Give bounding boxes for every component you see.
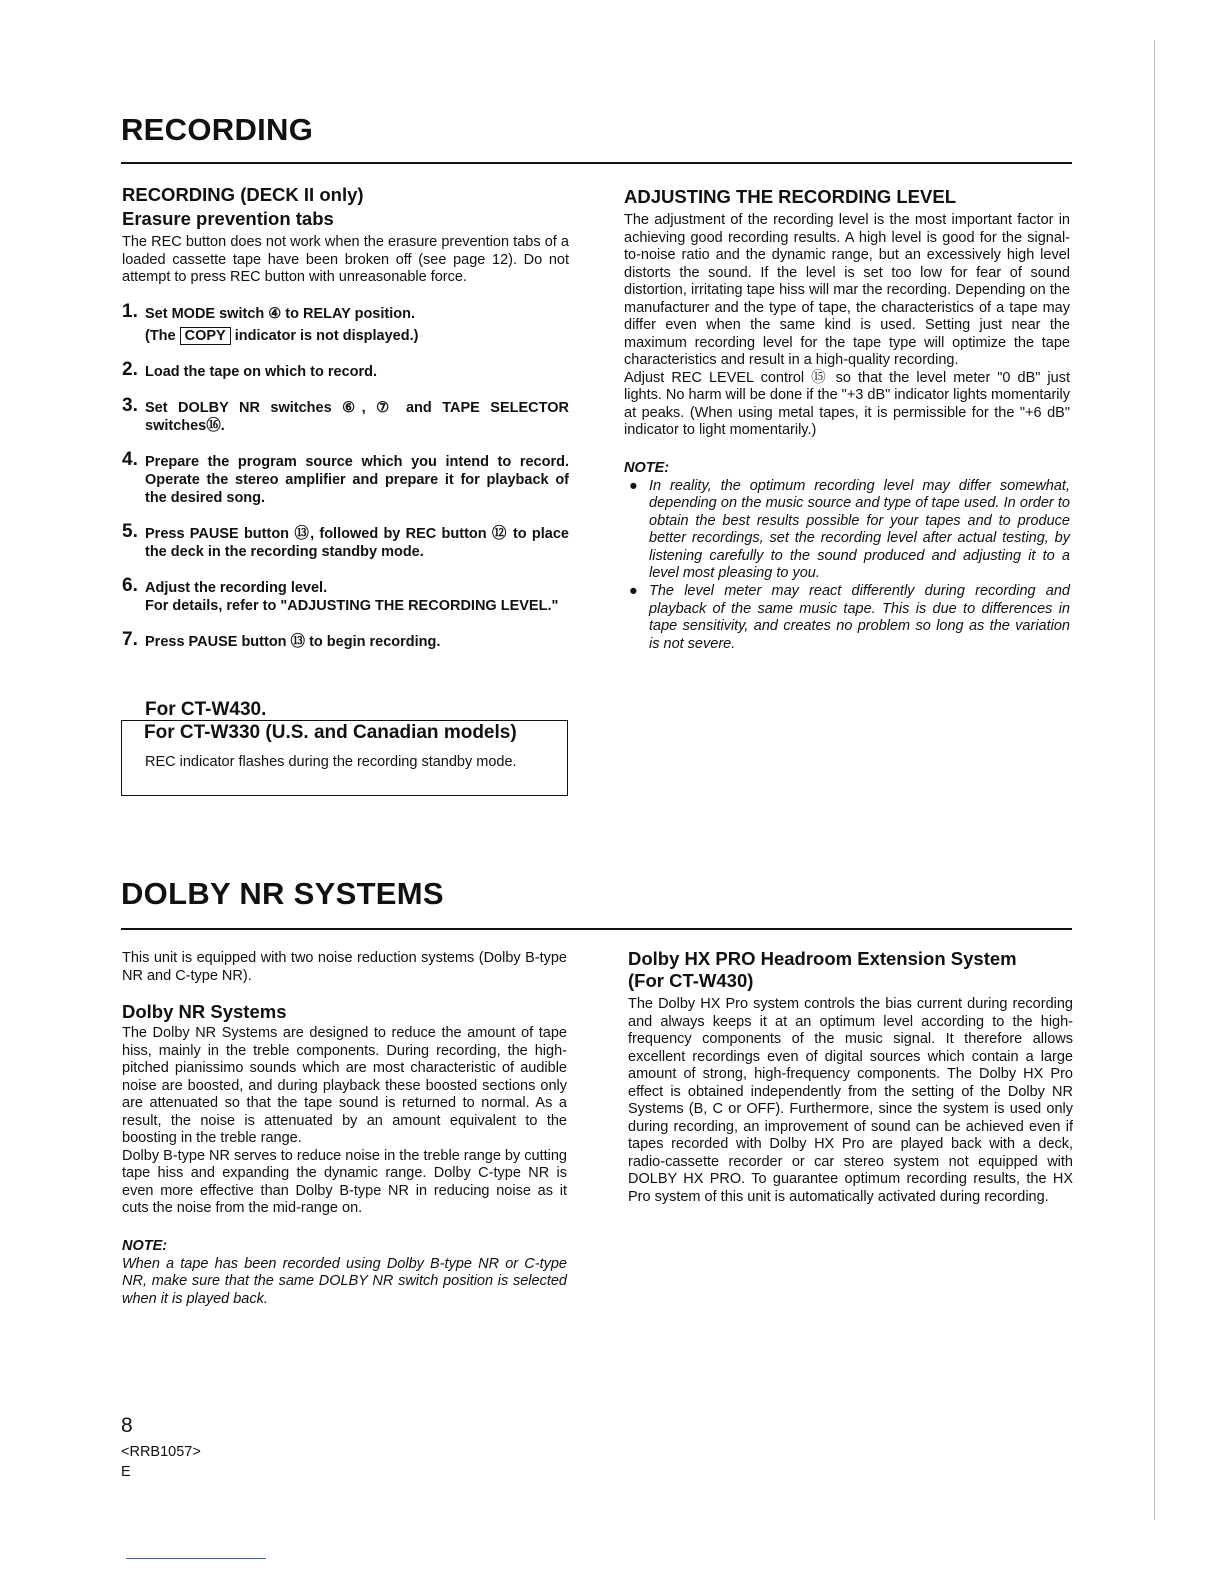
- model-note-line2: For CT-W330 (U.S. and Canadian models): [144, 722, 523, 744]
- step-7: [122, 628, 569, 651]
- step-number: 4.: [122, 448, 138, 470]
- model-note-text: REC indicator flashes during the recording standby mode.: [145, 754, 517, 770]
- copy-indicator-box: COPY: [180, 327, 231, 345]
- step-text: Set MODE switch ④ to RELAY position.: [145, 305, 415, 322]
- step-number: 3.: [122, 394, 138, 416]
- step-number: 1.: [122, 300, 138, 322]
- dolby-note-text: When a tape has been recorded using Dolby B-type NR or C-type NR, make sure that the same DOLBY NR switch position is selected when it is played back.: [122, 1255, 567, 1307]
- step-text: Press PAUSE button ⑬ to begin recording.: [145, 633, 441, 650]
- model-note-box: [121, 720, 568, 796]
- dolby-note-title: NOTE:: [122, 1237, 168, 1254]
- step-text: Press PAUSE button ⑬, followed by REC button ⑫ to place the deck in the recording standby mode.: [145, 525, 569, 560]
- page-number: 8: [121, 1414, 133, 1437]
- step-6: [122, 574, 569, 615]
- hx-heading-line1: Dolby HX PRO Headroom Extension System: [628, 948, 1017, 969]
- step-4: [122, 448, 569, 507]
- dolby-nr-heading: Dolby NR Systems: [122, 1001, 287, 1022]
- level-note-2: [624, 583, 1070, 653]
- step-number: 5.: [122, 520, 138, 542]
- recording-right-column: [624, 186, 1070, 653]
- level-note-2-text: The level meter may react differently during recording and playback of the same music tape. This is due to differences in tape sensitivity, and creates no problem so long as the variation is not severe.: [649, 583, 1070, 652]
- step-number: 7.: [122, 628, 138, 650]
- dolby-title-rule: [121, 928, 1072, 930]
- model-note-line1: For CT-W430.: [145, 699, 267, 720]
- bottom-edge-line: [126, 1558, 266, 1559]
- step-1: [122, 300, 569, 345]
- step-text: Load the tape on which to record.: [145, 363, 378, 380]
- recording-left-column: [122, 184, 569, 669]
- hx-heading-line2: (For CT-W430): [628, 970, 754, 991]
- dolby-nr-para-1: The Dolby NR Systems are designed to reduce the amount of tape hiss, mainly in the treble components. During recording, the high-pitched pianissimo sounds which are most characteristic of audible noise are boosted, and during playback these boosted sections only are attenuated so that the tape sound is returned to normal. As a result, the noise is attenuated by an amount equivalent to the boosting in the treble range.: [122, 1025, 567, 1146]
- level-note-title: NOTE:: [624, 459, 670, 476]
- level-note-1: [624, 478, 1070, 584]
- dolby-intro: This unit is equipped with two noise reduction systems (Dolby B-type NR and C-type NR).: [122, 950, 567, 984]
- level-para-1: The adjustment of the recording level is the most important factor in achieving good recording results. A high level is good for the signal-to-noise ratio and the dynamic range, but an excessively high level distorts the sound. If the level is set too low for fear of sound distortion, irritating tape hiss will mar the recording. Depending on the manufacturer and the type of tape, the characteristics of a tape may differ even when the same kind is used. Setting just near the maximum recording level for the tape type will optimize the tape characteristics and result in a high-quality recording.: [624, 212, 1070, 368]
- copy-suffix: indicator is not displayed.): [234, 327, 419, 344]
- scan-edge-line: [1154, 40, 1155, 1520]
- erasure-tabs-text: The REC button does not work when the erasure prevention tabs of a loaded cassette tape have been broken off (see page 12). Do not attempt to press REC button with unreasonable force.: [122, 234, 569, 285]
- hx-para: The Dolby HX Pro system controls the bias current during recording and always keeps it at an optimum level according to the high-frequency components of the music signal. It therefore allows excellent recordings even of digital sources which contain a large amount of strong, high-frequency components. The Dolby HX Pro effect is obtained independently from the setting of the Dolby NR Systems (B, C or OFF). Furthermore, since the system is used only during recording, an improvement of sound can be achieved even if tapes recorded with Dolby HX Pro are played back with a deck, radio-cassette recorder or car stereo system not equipped with DOLBY HX PRO. To guarantee optimum recording results, the HX Pro system of this unit is automatically activated during recording.: [628, 996, 1073, 1205]
- bullet-dot: ●: [629, 477, 638, 494]
- level-para-2: Adjust REC LEVEL control ⑮ so that the level meter "0 dB" just lights. No harm will be done if the "+3 dB" indicator lights momentarily at peaks. (When using metal tapes, it is permissible for the "+6 dB" indicator to light momentarily.): [624, 369, 1070, 438]
- step-5: [122, 520, 569, 561]
- deck-heading: RECORDING (DECK II only): [122, 184, 364, 205]
- step-2: [122, 358, 569, 381]
- step-number: 6.: [122, 574, 138, 596]
- document-code: <RRB1057>: [121, 1444, 201, 1460]
- step-3: [122, 394, 569, 435]
- level-note-1-text: In reality, the optimum recording level may differ somewhat, depending on the music source and type of tape used. In order to obtain the best results possible for your tapes and to produce better recordings, set the recording level after actual testing, by listening carefully to the sound produced and adjusting it to a level most pleasing to you.: [649, 477, 1070, 582]
- level-heading: ADJUSTING THE RECORDING LEVEL: [624, 186, 956, 207]
- bullet-dot: ●: [629, 583, 638, 600]
- step-text: Set DOLBY NR switches ⑥, ⑦ and TAPE SELECTOR switches⑯.: [145, 399, 569, 434]
- dolby-right-column: [628, 948, 1073, 1206]
- step-subtext: For details, refer to "ADJUSTING THE RECORDING LEVEL.": [145, 597, 559, 614]
- recording-title-rule: [121, 162, 1072, 164]
- step-text: Prepare the program source which you intend to record. Operate the stereo amplifier and prepare it for playback of the desired song.: [145, 453, 569, 506]
- step-number: 2.: [122, 358, 138, 380]
- dolby-nr-para-2: Dolby B-type NR serves to reduce noise in the treble range by cutting tape hiss and expanding the dynamic range. Dolby C-type NR is even more effective than Dolby B-type NR in reducing noise as it cuts the noise from the mid-range on.: [122, 1147, 567, 1216]
- step-subtext: [145, 327, 569, 345]
- step-text: Adjust the recording level.: [145, 579, 328, 596]
- language-code: E: [121, 1464, 131, 1480]
- erasure-tabs-heading: Erasure prevention tabs: [122, 208, 334, 229]
- recording-section-title: RECORDING: [121, 112, 314, 147]
- dolby-section-title: DOLBY NR SYSTEMS: [121, 876, 444, 911]
- dolby-left-column: [122, 950, 567, 1308]
- copy-prefix: (The: [145, 327, 176, 344]
